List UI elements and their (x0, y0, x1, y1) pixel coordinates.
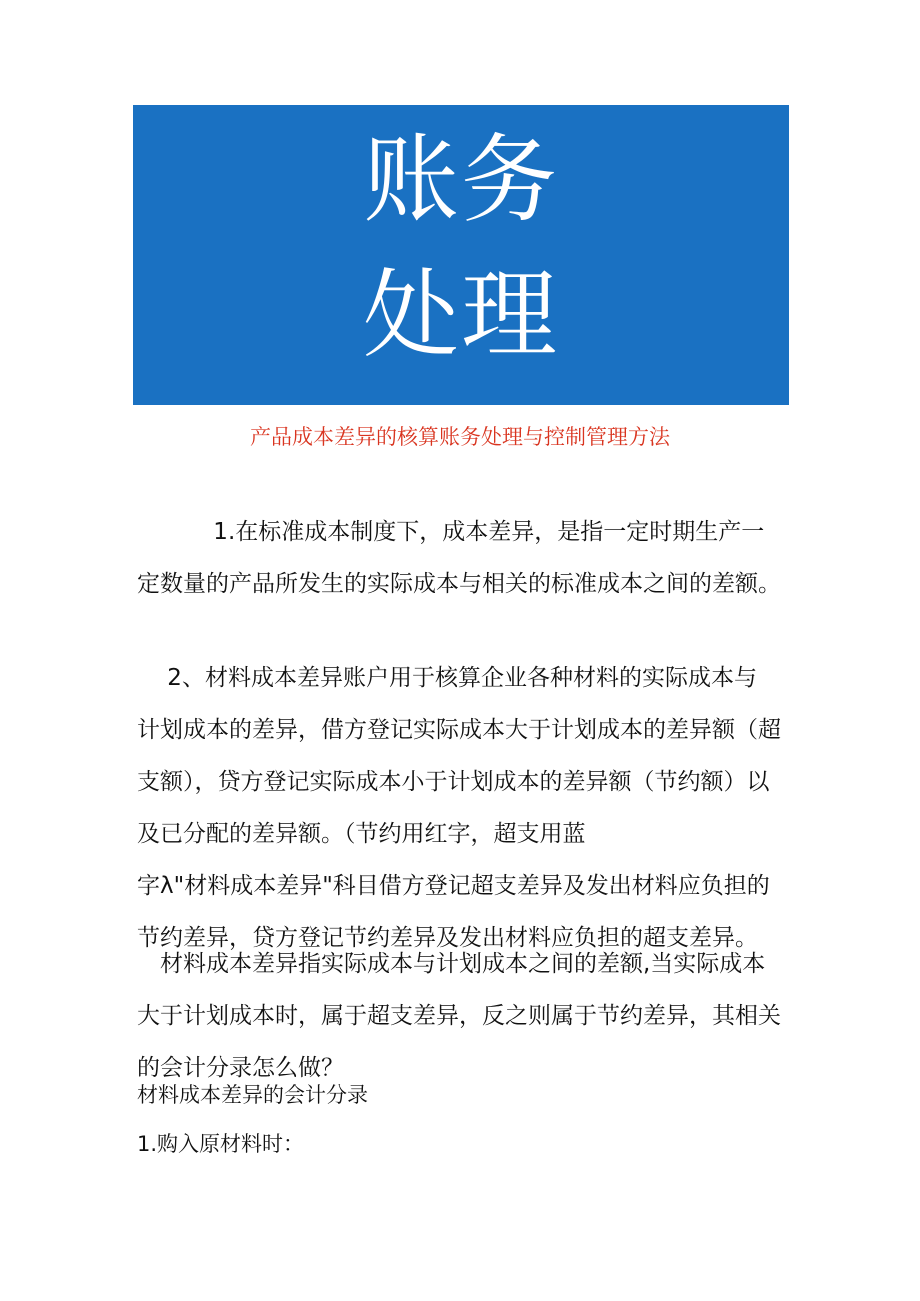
title-banner (133, 105, 789, 405)
paragraph-line: 的会计分录怎么做？ (137, 1055, 344, 1081)
banner-title-line-2: 处理 (363, 259, 559, 371)
paragraph-line: 材料成本差异指实际成本与计划成本之间的差额,当实际成本 (137, 951, 766, 977)
paragraph-line: 计划成本的差异，借方登记实际成本大于计划成本的差异额（超 (137, 717, 781, 743)
paragraph-line: 2、材料成本差异账户用于核算企业各种材料的实际成本与 (137, 665, 757, 691)
section-heading: 材料成本差异的会计分录 (137, 1083, 368, 1107)
paragraph-line: 节约差异，贷方登记节约差异及发出材料应负担的超支差异。 (137, 925, 758, 951)
paragraph-line: 及已分配的差异额。（节约用红字，超支用蓝 (137, 821, 586, 847)
banner-title-line-1: 账务 (363, 124, 559, 236)
paragraph-2 (137, 652, 797, 964)
paragraph-line: 大于计划成本时，属于超支差异，反之则属于节约差异，其相关 (137, 1003, 781, 1029)
paragraph-line: 支额），贷方登记实际成本小于计划成本的差异额（节约额）以 (137, 769, 770, 795)
paragraph-3 (137, 938, 797, 1094)
paragraph-line: 定数量的产品所发生的实际成本与相关的标准成本之间的差额。 (137, 571, 781, 597)
paragraph-line: 1.在标准成本制度下，成本差异，是指一定时期生产一 (137, 519, 765, 545)
document-subtitle: 产品成本差异的核算账务处理与控制管理方法 (250, 425, 670, 449)
section-subheading: 1.购入原材料时： (137, 1132, 305, 1156)
paragraph-line: 字λ"材料成本差异"科目借方登记超支差异及发出材料应负担的 (137, 873, 770, 899)
paragraph-1 (137, 506, 797, 610)
